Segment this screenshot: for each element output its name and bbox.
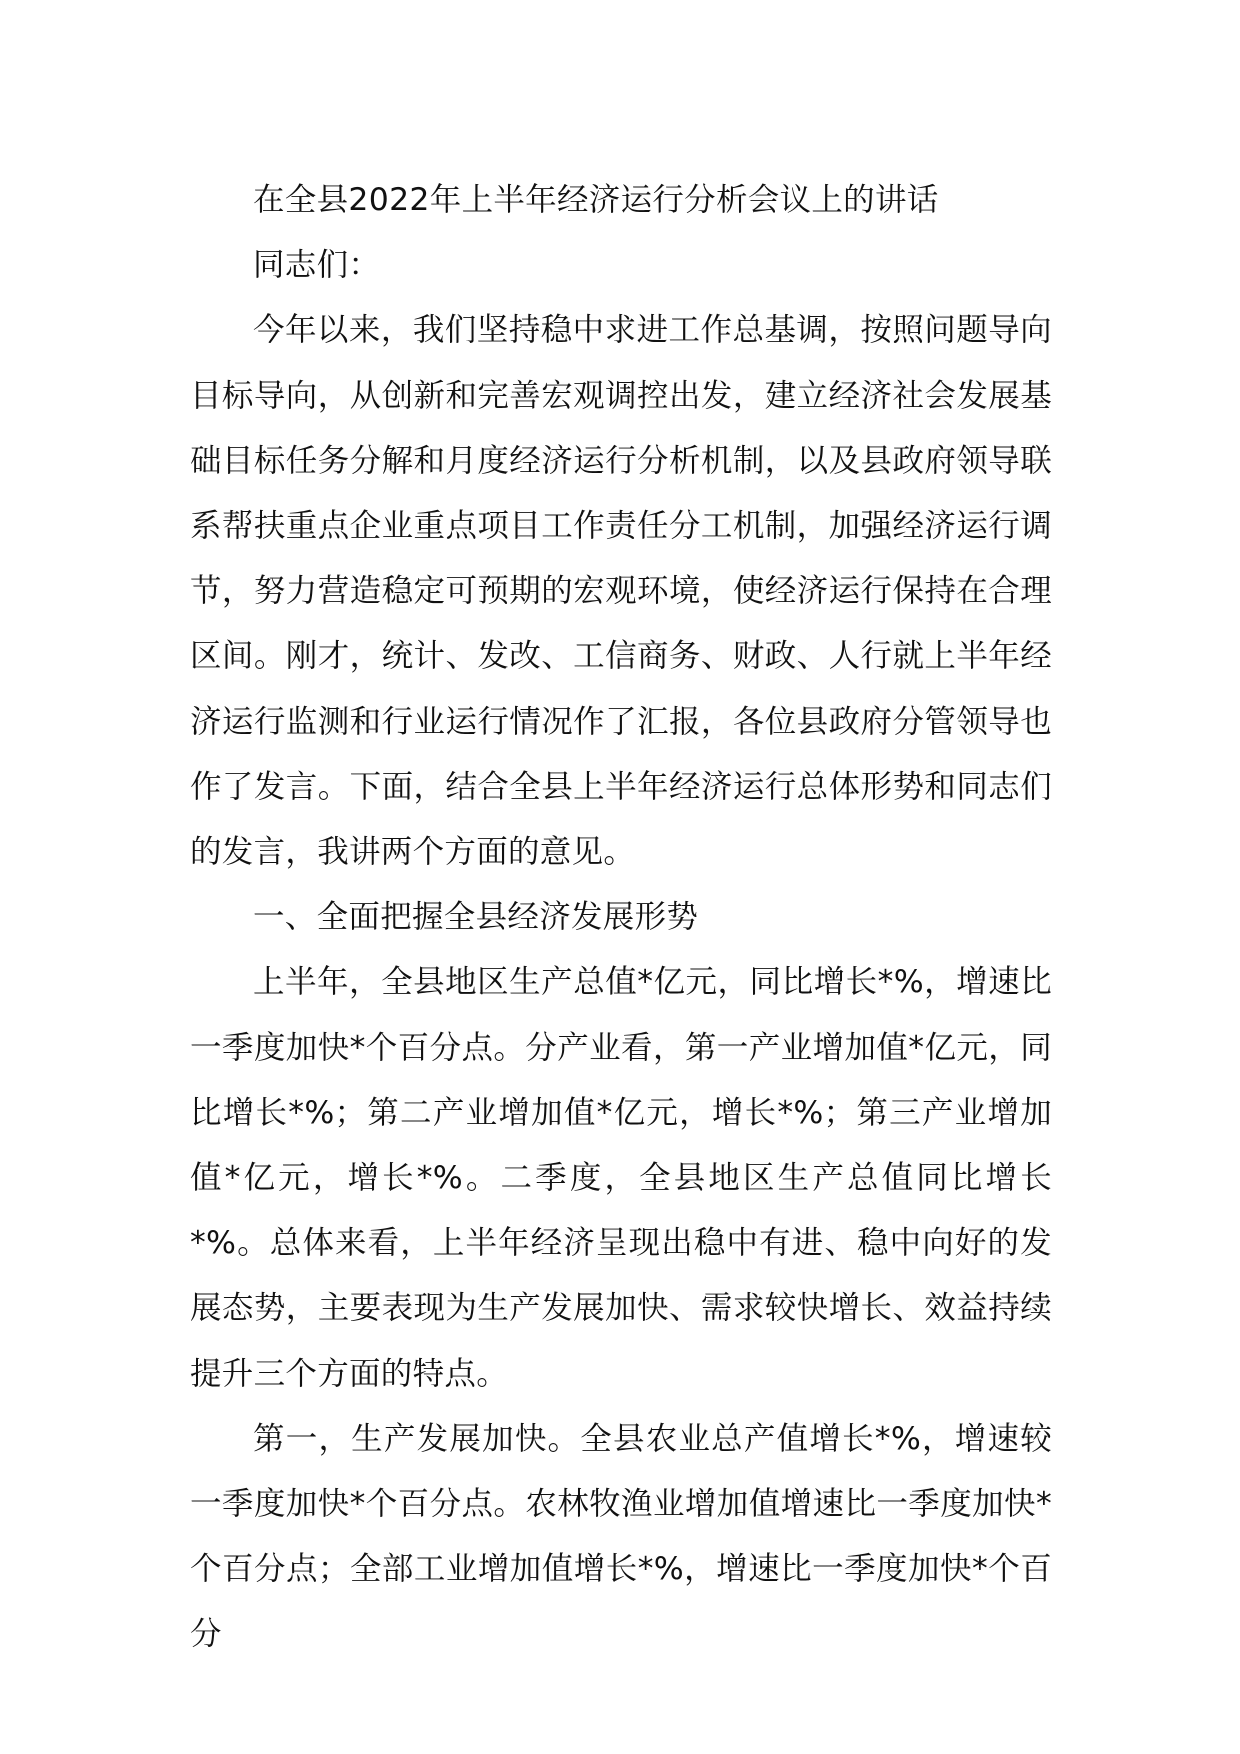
document-body xyxy=(190,168,1052,1668)
salutation: 同志们： xyxy=(253,247,381,284)
intro-paragraph: 今年以来，我们坚持稳中求进工作总基调，按照问题导向目标导向，从创新和完善宏观调控出发，建立经济社会发展基础目标任务分解和月度经济运行分析机制，以及县政府领导联系帮扶重点企业重点项目工作责任分工机制，加强经济运行调节，努力营造稳定可预期的宏观环境，使经济运行保持在合理区间。刚才，统计、发改、工信商务、财政、人行就上半年经济运行监测和行业运行情况作了汇报，各位县政府分管领导也作了发言。下面，结合全县上半年经济运行总体形势和同志们的发言，我讲两个方面的意见。 xyxy=(190,312,1052,871)
section-paragraph-1: 上半年，全县地区生产总值*亿元，同比增长*%，增速比一季度加快*个百分点。分产业看，第一产业增加值*亿元，同比增长*%；第二产业增加值*亿元，增长*%；第三产业增加值*亿元，增长*%。二季度，全县地区生产总值同比增长*%。总体来看，上半年经济呈现出稳中有进、稳中向好的发展态势，主要表现为生产发展加快、需求较快增长、效益持续提升三个方面的特点。 xyxy=(190,964,1052,1392)
document-title: 在全县2022年上半年经济运行分析会议上的讲话 xyxy=(253,182,939,218)
section-heading: 一、全面把握全县经济发展形势 xyxy=(253,899,699,936)
section-paragraph-2: 第一，生产发展加快。全县农业总产值增长*%，增速较一季度加快*个百分点。农林牧渔业增加值增速比一季度加快*个百分点；全部工业增加值增长*%，增速比一季度加快*个百分 xyxy=(190,1420,1052,1653)
